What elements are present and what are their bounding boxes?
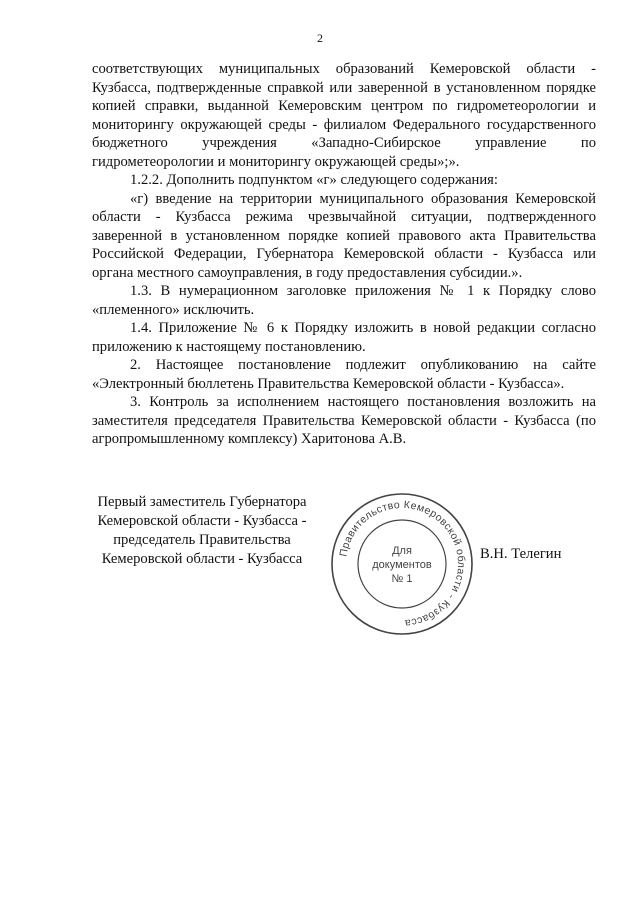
signatory-line: Кемеровской области - Кузбасса [101, 551, 303, 567]
signatory-line: Первый заместитель Губернатора [97, 494, 307, 510]
stamp-center-line: № 1 [391, 573, 413, 585]
page-number: 2 [317, 31, 323, 45]
stamp-center-line: документов [372, 559, 432, 571]
signatory-line: Кемеровской области - Кузбасса - [97, 513, 307, 529]
stamp-ring-text: Правительство Кемеровской области - Кузбасса [337, 498, 468, 629]
paragraph-continuation: соответствующих муниципальных образований Кемеровской области - Кузбасса, подтвержденные справкой или заверенной в установленном порядке копией справки, выданной Кемеровским центром по гидрометеорологии и мониторингу окружающей среды - филиалом Федерального государственного бюджетного учреждения «Западно-Сибирское управление по гидрометеорологии и мониторингу окружающей среды»;». [92, 61, 596, 170]
paragraph-1-2-2: 1.2.2. Дополнить подпунктом «г» следующего содержания: [130, 172, 498, 188]
signatory-line: председатель Правительства [113, 532, 291, 548]
official-stamp [328, 490, 476, 638]
paragraph-1-3: 1.3. В нумерационном заголовке приложения № 1 к Порядку слово «племенного» исключить. [92, 283, 596, 318]
signatory-title [82, 493, 322, 569]
paragraph-1-4: 1.4. Приложение № 6 к Порядку изложить в новой редакции согласно приложению к настоящему постановлению. [92, 320, 596, 355]
signer-name: В.Н. Телегин [480, 546, 562, 562]
paragraph-3: 3. Контроль за исполнением настоящего постановления возложить на заместителя председателя Правительства Кемеровской области - Кузбасса (по агропромышленному комплексу) Харитонова А.В. [92, 394, 596, 447]
paragraph-subpoint-g: «г) введение на территории муниципального образования Кемеровской области - Кузбасса режима чрезвычайной ситуации, подтвержденного заверенной в установленном порядке копией правового акта Правительства Российской Федерации, Губернатора Кемеровской области - Кузбасса или органа местного самоуправления, в году предоставления субсидии.». [92, 190, 596, 281]
document-body [92, 60, 596, 449]
stamp-center-line: Для [392, 545, 412, 557]
paragraph-2: 2. Настоящее постановление подлежит опубликованию на сайте «Электронный бюллетень Правительства Кемеровской области - Кузбасса». [92, 357, 596, 392]
